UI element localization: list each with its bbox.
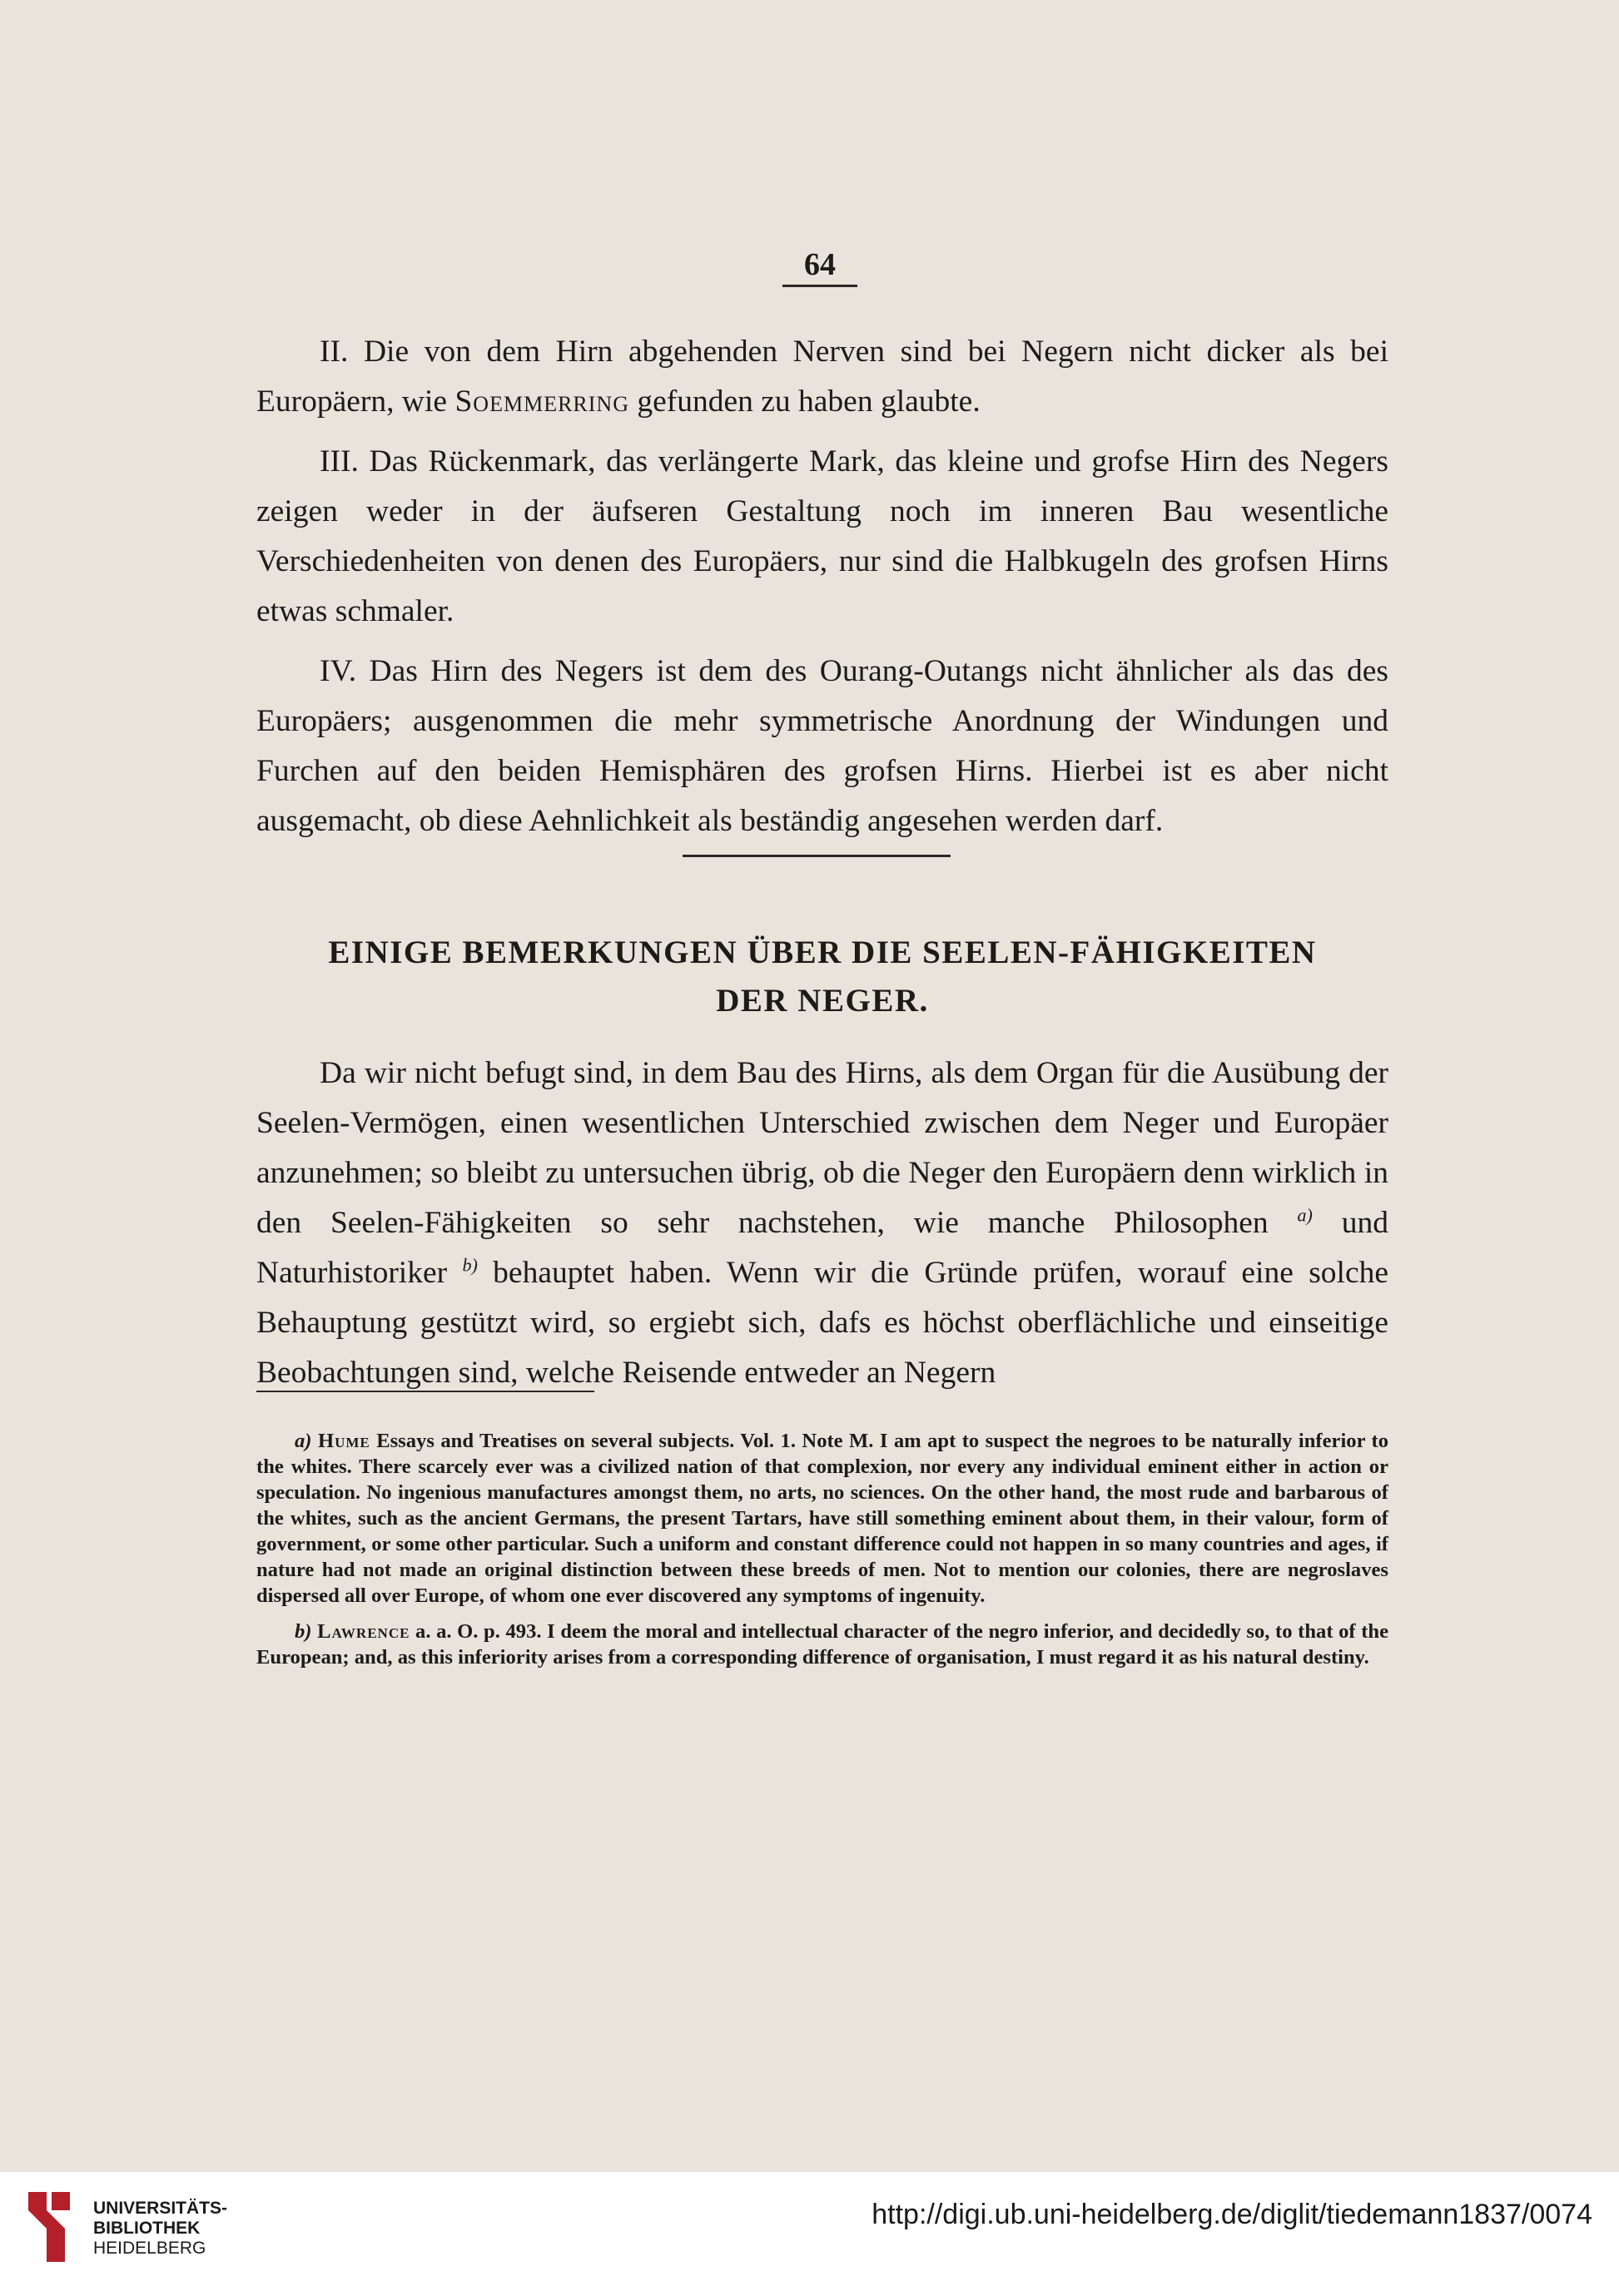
paragraph-iv: IV. Das Hirn des Negers ist dem des Ourang-Outangs nicht ähnlicher als das des Europäers; ausgenommen die mehr symmetrische Anordnung der Windungen und Furchen auf den beiden Hemisphären des grofsen Hirns. Hierbei ist es aber nicht ausgemacht, ob diese Aehnlichkeit als beständig angesehen werden darf. — [256, 654, 1388, 838]
page-number: 64 — [782, 246, 857, 287]
source-url-link[interactable]: http://digi.ub.uni-heidelberg.de/diglit/tiedemann1837/0074 — [872, 2199, 1592, 2230]
paragraph-ii: II. Die von dem Hirn abgehenden Nerven sind bei Negern nicht dicker als bei Europäern, wie Soemmerring gefunden zu haben glaubte. — [256, 335, 1388, 419]
paragraph-iii: III. Das Rückenmark, das verlängerte Mark, das kleine und grofse Hirn des Negers zeigen weder in der äufseren Gestaltung noch im inneren Bau wesentliche Verschiedenheiten von denen des Europäers, nur sind die Halbkugeln des grofsen Hirns etwas schmaler. — [256, 444, 1388, 628]
footnotes — [256, 1428, 1388, 1680]
heading-line-1: EINIGE BEMERKUNGEN ÜBER DIE SEELEN-FÄHIGKEITEN — [328, 935, 1317, 970]
library-name: UNIVERSITÄTS- BIBLIOTHEK HEIDELBERG — [93, 2199, 228, 2258]
heading-line-2: DER NEGER. — [716, 983, 929, 1019]
footnote-ref-a: a) — [1297, 1204, 1313, 1226]
footnote-b: b) Lawrence a. a. O. p. 493. I deem the moral and intellectual character of the negro inferior, and decidedly so, to that of the European; and, as this inferiority arises from a corresponding difference of organisation, I must regard it as his natural destiny. — [256, 1620, 1388, 1669]
footnote-a: a) Hume Essays and Treatises on several subjects. Vol. 1. Note M. I am apt to suspect the negroes to be naturally inferior to the whites. There scarcely ever was a civilized nation of that complexion, nor every any individual eminent either in action or speculation. No ingenious manufactures amongst them, no arts, no sciences. On the other hand, the most rude and barbarous of the whites, such as the ancient Germans, the present Tartars, have still something eminent about them, in their valour, form of government, or some other particular. Such a uniform and constant difference could not happen in so many countries and ages, if nature had not made an original distinction between these breeds of men. Not to mention our colonies, there are negroslaves dispersed all over Europe, of whom one ever discovered any symptoms of ingenuity. — [256, 1430, 1388, 1607]
author-name: Soemmerring — [454, 384, 629, 419]
text-block-top — [256, 327, 1388, 856]
library-logo-icon — [20, 2189, 83, 2269]
footnote-divider — [256, 1391, 594, 1392]
footnote-ref-b: b) — [462, 1254, 478, 1276]
section-divider — [683, 855, 951, 857]
footer-bar — [0, 2172, 1619, 2296]
section-heading — [256, 929, 1388, 1025]
text-block-main — [256, 1049, 1388, 1408]
paragraph-main: Da wir nicht befugt sind, in dem Bau des Hirns, als dem Organ für die Ausübung der Seelen-Vermögen, einen wesentlichen Unterschied zwischen dem Neger und Europäer anzunehmen; so bleibt zu untersuchen übrig, ob die Neger den Europäern denn wirklich in den Seelen-Fähigkeiten so sehr nachstehen, wie manche Philosophen $^{a)}$ und Naturhistoriker $^{b)}$ behauptet haben. Wenn wir die Gründe prüfen, worauf eine solche Behauptung gestützt wird, so ergiebt sich, dafs es höchst oberflächliche und einseitige Beobachtungen sind, welche Reisende entweder an Negern — [256, 1056, 1389, 1390]
